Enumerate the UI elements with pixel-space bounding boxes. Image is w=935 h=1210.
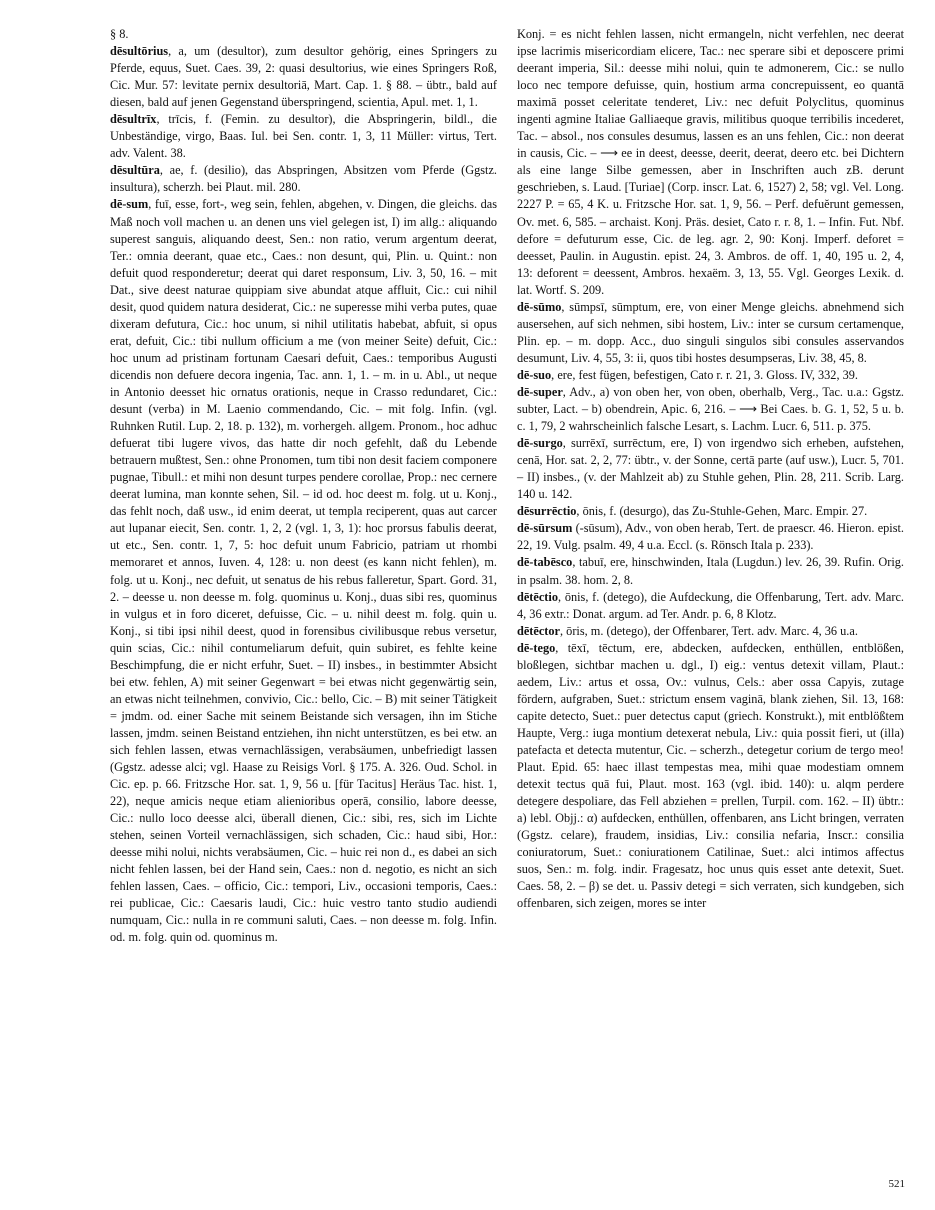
headword: dē-surgo — [517, 436, 563, 451]
entry-body: (-sūsum), Adv., von oben herab, Tert. de praescr. 46. Hieron. epist. 22, 19. Vulg. psalm. 49, 4 u.a. Eccl. (s. Rönsch Itala p. 233). — [517, 521, 904, 553]
entry-detectio — [517, 589, 904, 623]
page-number: 521 — [888, 1178, 905, 1190]
entry-de-suo — [517, 367, 904, 384]
headword: dē-sūrsum — [517, 521, 573, 536]
entry-desultrix — [110, 111, 497, 162]
entry-de-tabesco — [517, 554, 904, 588]
entry-body: , ōnis, f. (desurgo), das Zu-Stuhle-Gehen, Marc. Empir. 27. — [576, 504, 868, 519]
entry-de-sumo — [517, 299, 904, 367]
headword: dē-tego — [517, 640, 556, 655]
entry-body: , a, um (desultor), zum desultor gehörig, eines Springers zu Pferde, equus, Suet. Caes. 39, 2: quasi desultorius, wie eines Springers Roß, Cic. Mur. 57: levitate pernix desultoriā, Mart. Cap. 1. § 88. – übtr., bald auf diesen, bald auf jenen Gegenstand überspringend, scientia, Apul. met. 1, 1. — [110, 44, 497, 110]
entry-body: , trīcis, f. (Femin. zu desultor), die Abspringerin, bildl., die Unbeständige, virgo, Baas. Iul. bei Sen. contr. 1, 3, 11 Müller: virtus, Tert. adv. Valent. 38. — [110, 112, 497, 161]
headword: dē-suo — [517, 367, 552, 382]
entry-desurrectio — [517, 503, 904, 520]
continuation-text: Konj. = es nicht fehlen lassen, nicht ermangeln, nicht verfehlen, nec deerat ipse lacrimis misericordiam elicere, Tac.: nec sperare sibi et deposcere primi deerant imperia, Sil.: deesse mihi nolui, quin te admonerem, Cic.: se nullo loco nec tempore defuisse, quin, hostium arma concrepuissent, eo quantā maximā posset celeritate tenderet, Liv.: nec defuit Polyclitus, quominus ingenti agmine Italiae Galliaeque gravis, militibus quoque terribilis incederet, Tac. – absol., nos consules desumus, lassen es an uns fehlen, Cic.: non deerat in causis, Cic. – ⟶ ee in deest, deesse, deerit, deerat, deero etc. bei Dichtern als eine lange Silbe gemessen, aber in Inschriften auch zB. derunt geschrieben, s. Laud. [Turiae] (Corp. inscr. Lat. 6, 1527) 2, 58; vgl. Vel. Long. 2227 P. = 65, 4 K. u. Fritzsche Hor. sat. 1, 9, 56. – Perf. defuĕrunt gemessen, Ov. met. 6, 585. – archaist. Konj. Präs. desiet, Cato r. r. 8, 1. – Infin. Fut. Nbf. defore = defuturum esse, Cic. de leg. agr. 2, 90: Konj. Imperf. deforet = deesset, Paulin. in Augustin. epist. 24, 3. Ambros. de off. 1, 40, 195 u. 2, 4, 13: deforent = deessent, Ambros. hexaëm. 3, 13, 55. Vgl. Georges Lexik. d. lat. Wortf. S. 209. — [517, 27, 904, 297]
headword: dē-sūmo — [517, 299, 562, 314]
headword: dē-tabēsco — [517, 555, 573, 570]
entry-body: , surrēxī, surrēctum, ere, I) von irgendwo sich erheben, aufstehen, cenā, Hor. sat. 2, 2, 77: übtr., v. der Sonne, certā parte (auf usw.), Lucr. 5, 701. – II) insbes., (v. der Mahlzeit ab) zu Stuhle gehen, Plin. 28, 211. Scrib. Larg. 140 u. 142. — [517, 436, 904, 502]
entry-body: , ae, f. (desilio), das Abspringen, Absitzen vom Pferde (Ggstz. insultura), scherzh. bei Plaut. mil. 280. — [110, 163, 497, 195]
entry-body: , Adv., a) von oben her, von oben, oberhalb, Verg., Tac. u.a.: Ggstz. subter, Lact. – b) obendrein, Apic. 6, 216. – ⟶ Bei Caes. b. G. 1, 52, 5 u. b. c. 1, 79, 2 wahrscheinlich falsche Lesart, s. Lachm. Lucr. 6, 511. p. 375. — [517, 384, 904, 434]
entry-body: , fuī, esse, fort-, weg sein, fehlen, abgehen, v. Dingen, die gleichs. das Maß noch voll machen u. an denen uns viel gelegen ist, I) im allg.: aliquando superest sanguis, aliquando deest, Sen.: non ratio, verum argentum deerat, Ter.: omnia deerant, quae etc., Caes.: non desunt, qui, Plin. u. Quint.: non defuit quod responderetur; deerat qui daret responsum, Liv. 3, 50, 16. – mit Dat., sive deest naturae quippiam sive abundat atque affluit, Cic.: cui nihil desit, quod quidem natura desiderat, Cic.: ne superesse mihi verba putes, quae dixeram defutura, Cic.: hoc unum, si nihil utilitatis habebat, abfuit, si opus erat, defuit, Cic.: tibi nullum officium a me (von meiner Seite) defuit, Cic.: hoc unum ad pristinam fortunam Caesari defuit, Caes.: temporibus Augusti dicendis non defuere decora ingenia, Tac. ann. 1, 1. – m. in u. Abl., ut neque in Antonio deesset hic ornatus orationis, neque in Crasso redundaret, Cic.: desunt (verba) in M. Laenio commendando, Cic. – mit folg. Infin. (vgl. Ruhnken Rutil. Lup. 2, 18. p. 132), m. vorhergeh. allgem. Pronom., hoc adhuc defuerat tibi lugere vivos, das hatte dir noch gefehlt, daß du Lebende betrauern mußtest, Sen.: ohne Pronomen, tum tibi non desit faciem componere pugnae, Tibull.: et mihi non desunt turpes pendere corollae, Prop.: nec cernere deerat lumina, man konnte sehen, Sil. – id od. hoc deest m. folg. ut u. Konj., das fehlt noch, daß usw., id enim deerat, ut templa reciperent, quas aut carcer aut lupanar eiecit, Sen. contr. 1, 2, 2 (vgl. 1, 3, 1): hoc prorsus fabulis deerat, ut etc., Sen. contr. 1, 7, 5: hoc defuit unum Fabricio, patriam ut rhombi memoraret et annos, Iuven. 4, 128: u. non deest (es kann nicht fehlen), m. folg. ut u. Konj., nec defuit, ut senatus de his rebus falleretur, Spart. Gord. 31, 2. – deesse u. non deesse m. folg. quominus u. Konj., duas sibi res, quominus in vulgus et in foro diceret, defuisse, Cic. – u. nihil deest m. folg. quin u. Konj., si tibi ipsi nihil deest, quod in forensibus civilibusque rebus versetur, quin scias, Cic.: nihil contumeliarum defuit, quin subiret, es fehlte keine Beschimpfung, die er nicht erfuhr, Suet. – II) insbes., in bestimmter Absicht bei etw. fehlen, A) mit seiner Gegenwart = bei etwas nicht gegenwärtig sein, an etwas nicht teilnehmen, convivio, Cic.: bello, Cic. – B) mit seiner Tätigkeit = jmdm. od. einer Sache mit seinem Beistande sich versagen, ihn im Stiche lassen, jmdm. seinen Beistand entziehen, ihn nicht unterstützen, es bei etw. an sich fehlen lassen, etwas vernachlässigen, verabsäumen, unbefriedigt lassen (Ggstz. adesse alci; vgl. Haase zu Reisigs Vorl. § 175. A. 326. Oud. Schol. in Cic. ep. p. 66. Fritzsche Hor. sat. 1, 9, 56 u. [für Tacitus] Heräus Tac. hist. 1, 22), neque amicis neque etiam alienioribus operā, consilio, labore deesse, Cic.: nullo loco deesse alci, überall dienen, Cic.: sibi, res, sich im Lichte stehen, seinen Vorteil vernachlässigen, sich schaden, Cic.: haud sibi, Hor.: deesse mihi nolui, nichts verabsäumen, Cic. – huic rei non d., es dabei an sich nicht fehlen lassen, bei der Hand sein, Caes.: non d. negotio, es nicht an sich fehlen lassen, Caes. – officio, Cic.: tempori, Liv., occasioni temporis, Caes.: rei publicae, Cic.: Caesaris laudi, Cic.: huic vestro tanto studio audiendi numquam, Cic.: nulla in re communi saluti, Caes. – non deesse m. folg. Infin. od. m. folg. quin od. quominus m. — [110, 197, 497, 945]
headword: dē-super — [517, 384, 563, 399]
headword: dēsurrēctio — [517, 504, 577, 519]
entry-body: , ere, fest fügen, befestigen, Cato r. r. 21, 3. Gloss. IV, 332, 39. — [551, 367, 858, 382]
entry-detector — [517, 623, 904, 640]
right-column — [517, 26, 904, 912]
entry-desultura — [110, 162, 497, 196]
entry-de-sursum — [517, 520, 904, 554]
headword: dētēctio — [517, 589, 558, 604]
left-column — [110, 26, 497, 947]
headword: dēsultūra — [110, 163, 160, 178]
entry-de-tego — [517, 640, 904, 913]
section-marker: § 8. — [110, 27, 129, 41]
entry-de-sum — [110, 196, 497, 946]
entry-de-surgo — [517, 435, 904, 503]
entry-body: , sūmpsī, sūmptum, ere, von einer Menge gleichs. abnehmend sich ausersehen, auf sich nehmen, sibi hostem, Liv.: inter se cursum certamenque, Plin. ep. – m. dopp. Acc., duo singuli singulos sibi consules asservandos desumunt, Liv. 4, 55, 3: ii, quos tibi hostes desumpseras, Liv. 38, 45, 8. — [517, 299, 904, 365]
headword: dētēctor — [517, 623, 561, 638]
entry-body: , ōris, m. (detego), der Offenbarer, Tert. adv. Marc. 4, 36 u.a. — [560, 623, 858, 638]
entry-body: , tēxī, tēctum, ere, abdecken, aufdecken, enthüllen, entblößen, bloßlegen, sichtbar machen u. dgl., I) eig.: ventus detexit villam, Plaut.: aedem, Liv.: artus et ossa, Ov.: vulnus, Cels.: aber ossa Capyis, zutage fördern, aufgraben, Suet.: strictum ensem vaginā, blank ziehen, Sil. 13, 168: capite detecto, Suet.: puer detectus caput (griech. Konstrukt.), mit entblößtem Haupte, Verg.: iuga montium detexerat nebula, Liv.: quia possit fieri, ut (illa) patefacta et detecta mutentur, Cic. – scherzh., detegetur corium de tergo meo! Plaut. Epid. 65: haec illast tempestas mea, mihi quae modestiam omnem detexit tectus quā fui, Plaut. most. 163 (vgl. ibid. 140): u. alqm perdere detegere despoliare, das Fell abziehen = prellen, Turpil. com. 162. – II) übtr.: a) lebl. Objj.: α) aufdecken, enthüllen, offenbaren, ans Licht bringen, verraten (Ggstz. celare), fraudem, insidias, Liv.: consilia nefaria, Inscr.: consilia coniuratorum, Suet.: coniurationem Catilinae, Suet.: alci intimos affectus suos, Sen.: m. folg. indir. Fragesatz, hoc unus quis esset ante detexit, Suet. Caes. 58, 2. – β) se det. u. Passiv detegi = sich verraten, sich kundgeben, sich offenbaren, sich zeigen, mores se inter — [517, 640, 904, 911]
headword: dē-sum — [110, 197, 149, 212]
entry-de-super — [517, 384, 904, 435]
entry-body: , tabuī, ere, hinschwinden, Itala (Lugdun.) lev. 26, 39. Rufin. Orig. in psalm. 38. hom. 2, 8. — [517, 555, 904, 587]
headword: dēsultōrius — [110, 44, 169, 59]
entry-desultorius — [110, 43, 497, 111]
entry-body: , ōnis, f. (detego), die Aufdeckung, die Offenbarung, Tert. adv. Marc. 4, 36 extr.: Donat. argum. ad Ter. Andr. p. 6, 8 Klotz. — [517, 589, 904, 621]
headword: dēsultrīx — [110, 112, 157, 127]
